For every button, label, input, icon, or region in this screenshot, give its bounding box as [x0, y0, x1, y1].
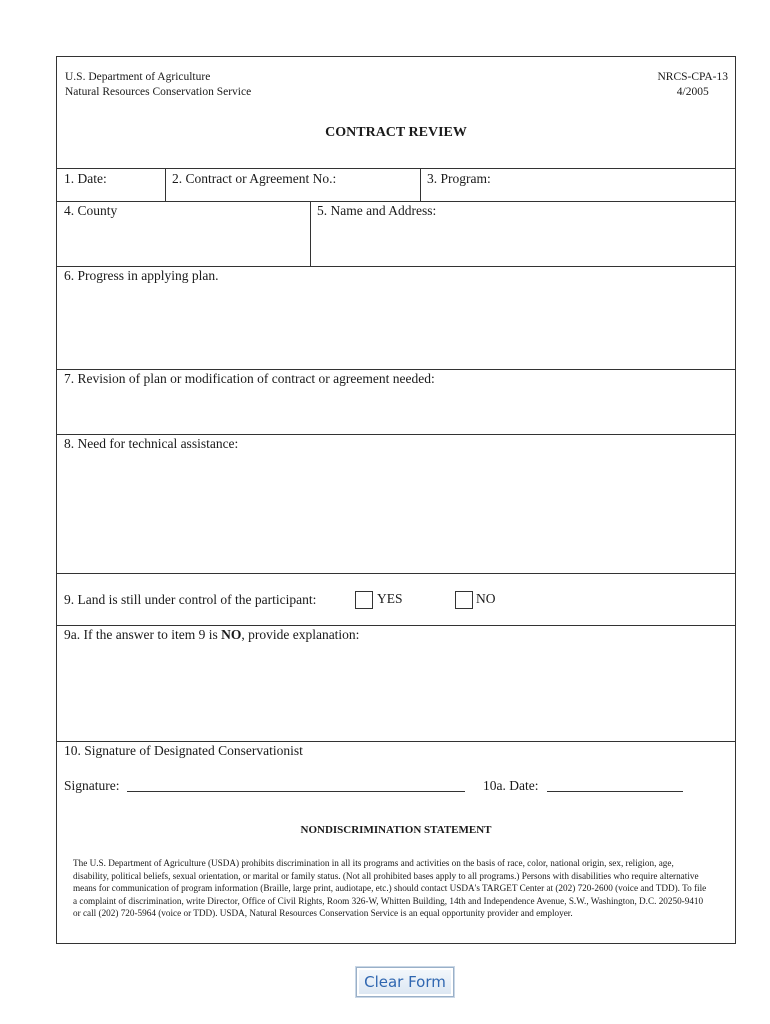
contract-number-field[interactable]: 2. Contract or Agreement No.:: [172, 171, 337, 186]
form-number-block: [657, 70, 728, 100]
revision-field[interactable]: 7. Revision of plan or modification of contract or agreement needed:: [64, 371, 435, 386]
agency-line-1: U.S. Department of Agriculture: [65, 71, 211, 83]
form-title: CONTRACT REVIEW: [325, 125, 467, 140]
divider: [310, 201, 311, 266]
yes-label: YES: [377, 591, 403, 606]
agency-header: [65, 70, 251, 100]
divider: [420, 168, 421, 201]
signature-date-line[interactable]: [547, 791, 683, 792]
divider: [57, 573, 735, 574]
explanation-field[interactable]: [64, 627, 359, 643]
clear-form-button[interactable]: Clear Form: [356, 967, 454, 997]
divider: [57, 168, 735, 169]
no-checkbox[interactable]: [455, 591, 473, 609]
divider: [57, 266, 735, 267]
divider: [57, 201, 735, 202]
name-address-field[interactable]: 5. Name and Address:: [317, 203, 437, 218]
land-control-label: 9. Land is still under control of the participant:: [64, 592, 317, 607]
signature-label: Signature:: [64, 778, 120, 793]
signature-date-label: 10a. Date:: [483, 778, 539, 793]
signature-section-title: 10. Signature of Designated Conservationist: [64, 743, 303, 758]
program-field[interactable]: 3. Program:: [427, 171, 491, 186]
progress-field[interactable]: 6. Progress in applying plan.: [64, 268, 219, 283]
nondiscrimination-body: The U.S. Department of Agriculture (USDA) prohibits discrimination in all its programs and activities on the basis of race, color, national origin, sex, religion, age, disability, political beliefs, sexual orientation, or marital or family status. (Not all prohibited bases apply to all programs.) Persons with disabilities who require alternative means for communication of program information (Braille, large print, audiotape, etc.) should contact USDA's TARGET Center at (202) 720-2600 (voice and TDD). To file a complaint of discrimination, write Director, Office of Civil Rights, Room 326-W, Whitten Building, 14th and Independence Avenue, S.W., Washington, D.C. 20250-9410 or call (202) 720-5964 (voice or TDD). USDA, Natural Resources Conservation Service is an equal opportunity provider and employer.: [73, 858, 707, 919]
divider: [57, 369, 735, 370]
divider: [57, 741, 735, 742]
no-label: NO: [476, 591, 496, 606]
technical-assistance-field[interactable]: 8. Need for technical assistance:: [64, 436, 239, 451]
county-field[interactable]: 4. County: [64, 203, 118, 218]
yes-checkbox[interactable]: [355, 591, 373, 609]
explanation-label-start: 9a. If the answer to item 9 is: [64, 627, 222, 642]
explanation-label-emphasis: NO: [221, 627, 242, 642]
divider: [57, 625, 735, 626]
nondiscrimination-title: NONDISCRIMINATION STATEMENT: [300, 824, 492, 836]
date-field[interactable]: 1. Date:: [64, 171, 107, 186]
explanation-label-end: , provide explanation:: [241, 627, 360, 642]
form-number: NRCS-CPA-13: [657, 71, 728, 83]
contract-review-form: [56, 56, 736, 944]
divider: [57, 434, 735, 435]
signature-line[interactable]: [127, 791, 465, 792]
agency-line-2: Natural Resources Conservation Service: [65, 86, 252, 98]
divider: [165, 168, 166, 201]
form-date: 4/2005: [676, 86, 709, 98]
